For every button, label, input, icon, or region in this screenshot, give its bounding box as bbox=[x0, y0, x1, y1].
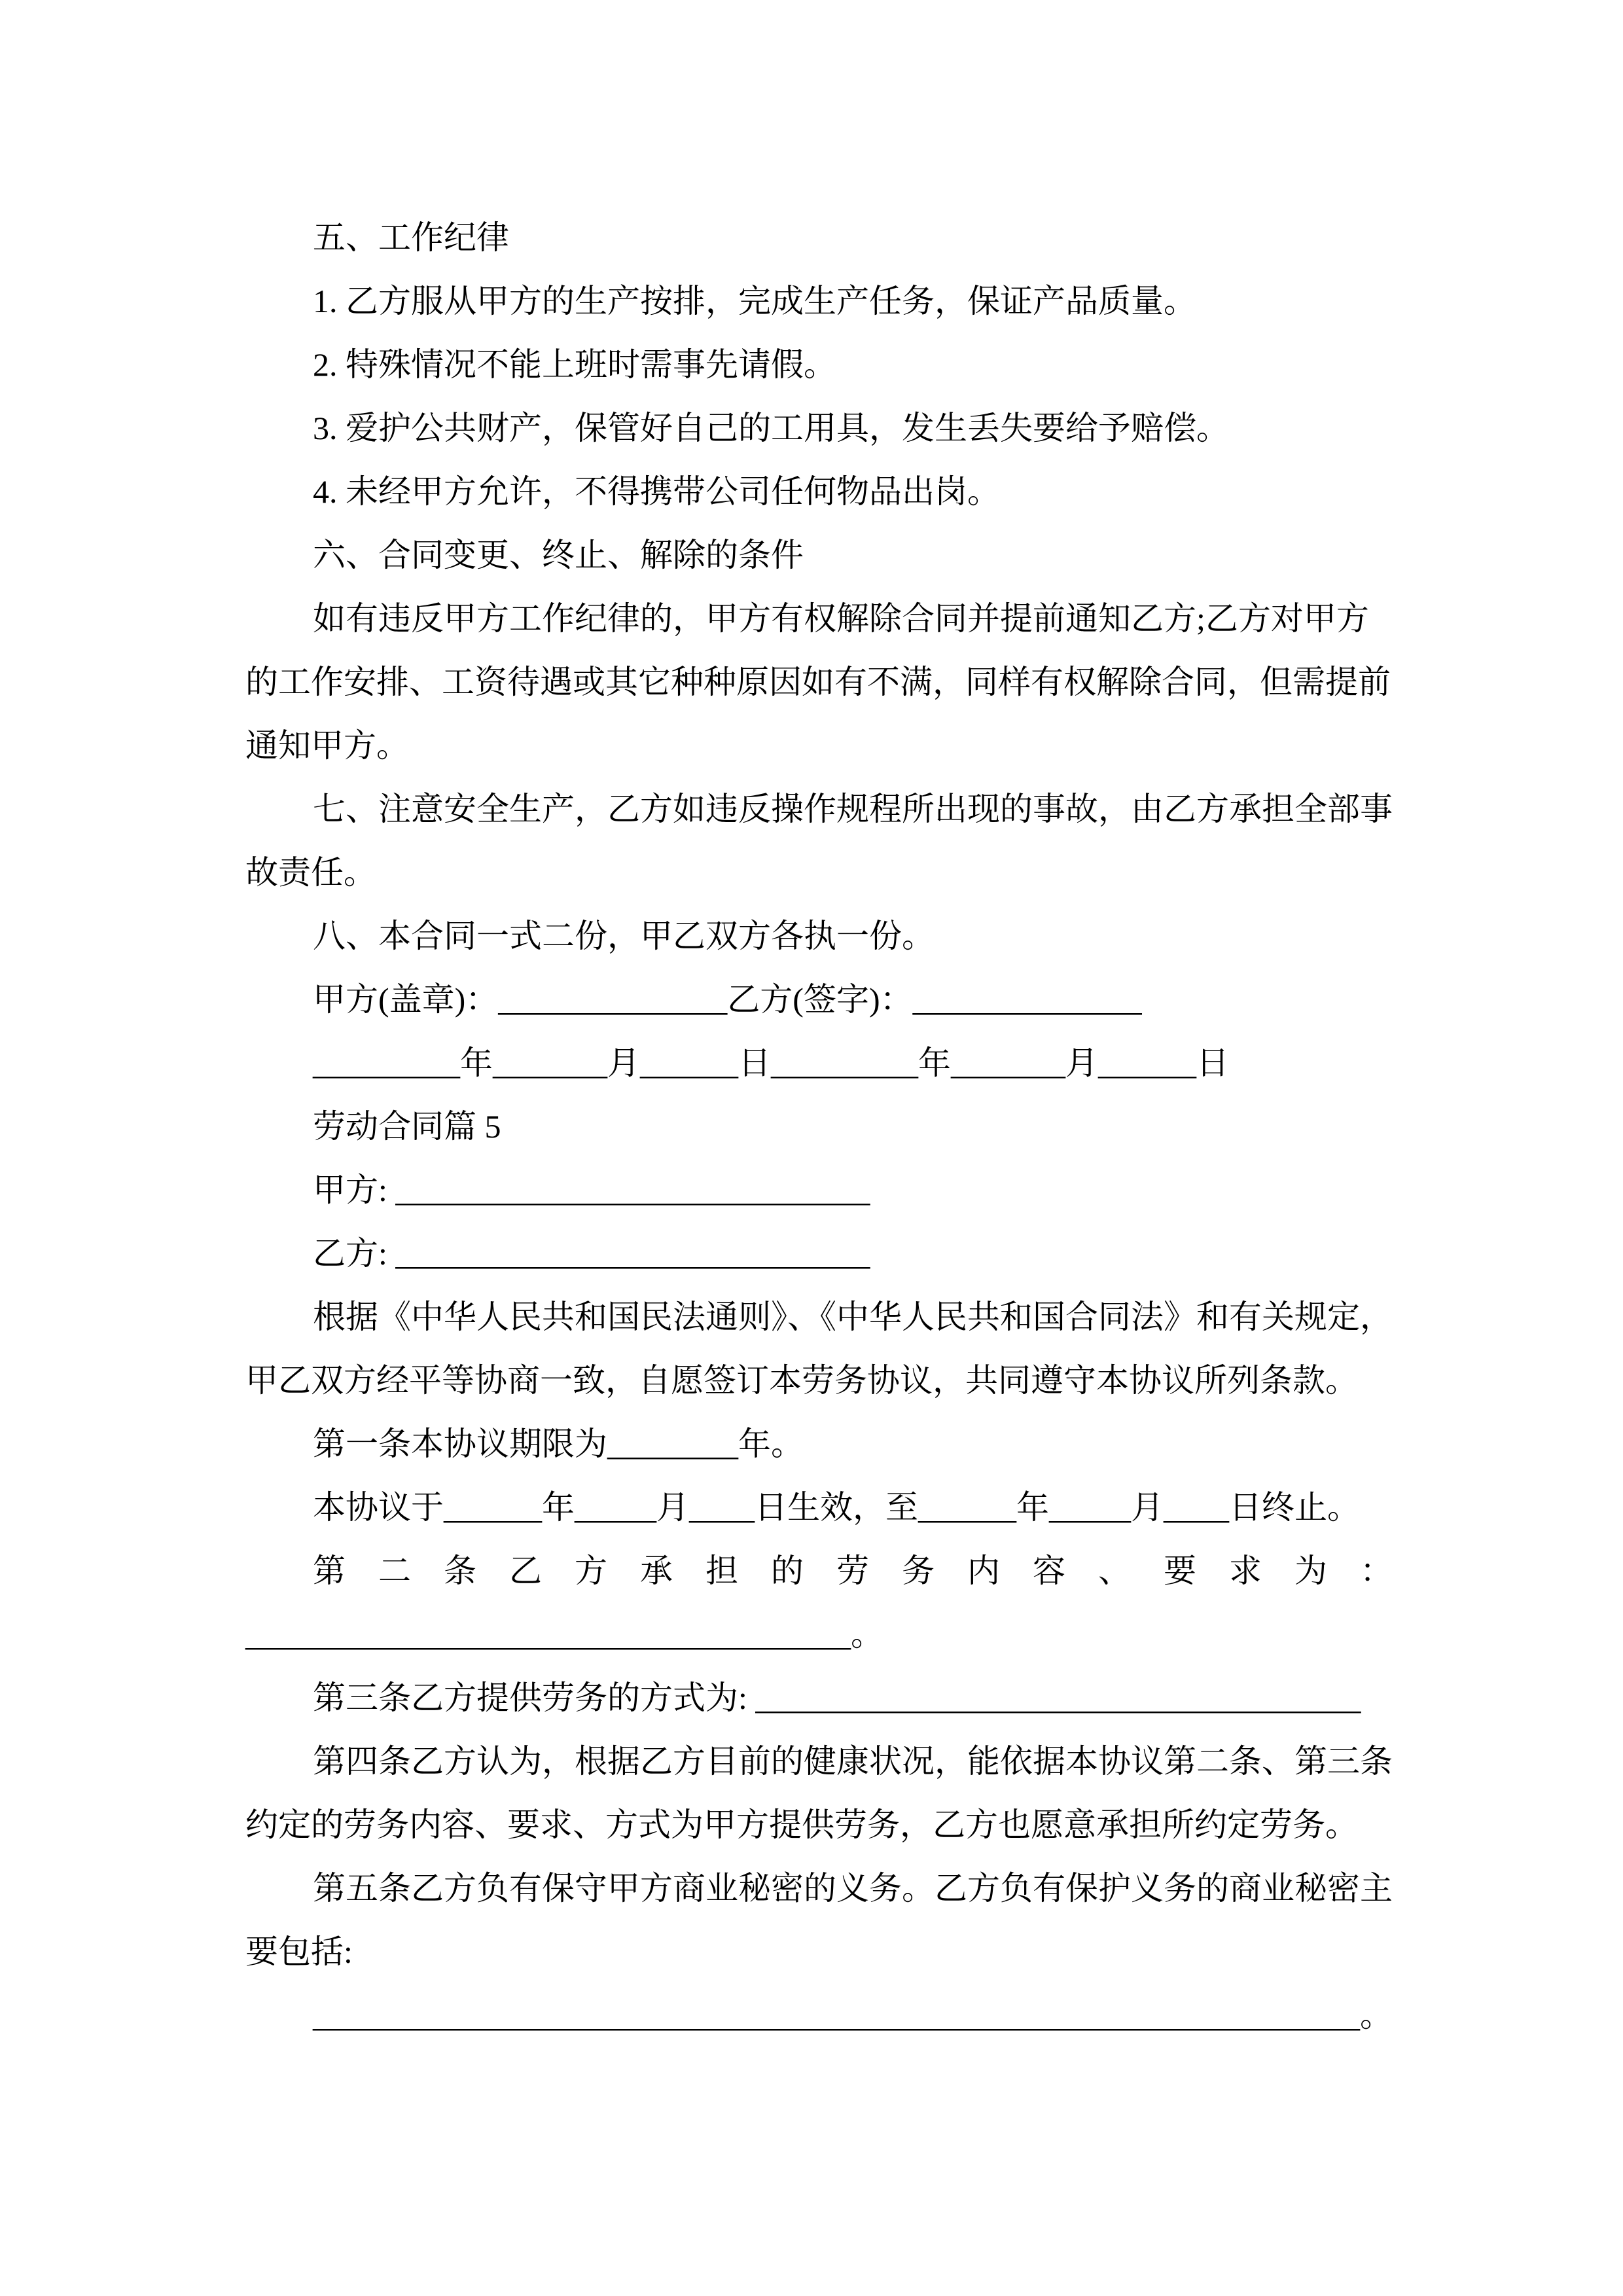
clause-termination-text-2: 的工作安排、工资待遇或其它种种原因如有不满，同样有权解除合同，但需提前 bbox=[245, 664, 1391, 700]
article-2-blank-line: _____________________________________。 bbox=[245, 1616, 883, 1653]
article-5-secrecy-text-1: 第五条乙方负有保守甲方商业秘密的义务。乙方负有保护义务的商业秘密主 bbox=[313, 1870, 1393, 1907]
article-3-service-method: 第三条乙方提供劳务的方式为: _____________________________________ bbox=[313, 1679, 1361, 1716]
signature-party-a-seal-party-b-sign: 甲方(盖章)：______________乙方(签字)：______________ bbox=[313, 981, 1142, 1018]
clause-termination-text-3: 通知甲方。 bbox=[245, 727, 409, 764]
heading-work-discipline: 五、工作纪律 bbox=[313, 219, 509, 256]
article-5-blank-line: ________________________________________________________________。 bbox=[313, 1997, 1393, 2034]
article-4-health-text-2: 约定的劳务内容、要求、方式为甲方提供劳务，乙方也愿意承担所约定劳务。 bbox=[245, 1806, 1358, 1843]
signature-date-fill-line: _________年_______月______日_________年_______月______日 bbox=[313, 1045, 1229, 1081]
clause-safety-text-2: 故责任。 bbox=[245, 854, 376, 891]
clause-duplicate-copies: 八、本合同一式二份，甲乙双方各执一份。 bbox=[313, 918, 935, 954]
clause-discipline-item-3: 3. 爱护公共财产，保管好自己的工用具，发生丢失要给予赔偿。 bbox=[313, 410, 1229, 446]
preamble-legal-basis-2: 甲乙双方经平等协商一致，自愿签订本劳务协议，共同遵守本协议所列条款。 bbox=[245, 1362, 1358, 1399]
subtitle-labor-contract-5: 劳动合同篇 5 bbox=[313, 1108, 501, 1145]
preamble-legal-basis-1: 根据《中华人民共和国民法通则》、《中华人民共和国合同法》和有关规定， bbox=[313, 1299, 1393, 1335]
article-2-service-content: 第二条乙方承担的劳务内容、要求为： bbox=[313, 1552, 1425, 1589]
contract-text-block bbox=[245, 206, 1425, 2047]
clause-discipline-item-4: 4. 未经甲方允许，不得携带公司任何物品出岗。 bbox=[313, 473, 1000, 510]
clause-discipline-item-1: 1. 乙方服从甲方的生产按排，完成生产任务，保证产品质量。 bbox=[313, 283, 1196, 319]
article-4-health-text-1: 第四条乙方认为，根据乙方目前的健康状况，能依据本协议第二条、第三条 bbox=[313, 1743, 1393, 1780]
article-5-secrecy-text-2: 要包括: bbox=[245, 1933, 353, 1970]
party-b-fill-line: 乙方: _____________________________ bbox=[313, 1235, 870, 1272]
party-a-fill-line: 甲方: _____________________________ bbox=[313, 1172, 870, 1208]
clause-termination-text-1: 如有违反甲方工作纪律的，甲方有权解除合同并提前通知乙方;乙方对甲方 bbox=[313, 600, 1369, 637]
clause-safety-text-1: 七、注意安全生产，乙方如违反操作规程所出现的事故，由乙方承担全部事 bbox=[313, 791, 1393, 827]
clause-discipline-item-2: 2. 特殊情况不能上班时需事先请假。 bbox=[313, 346, 836, 383]
heading-contract-change-termination: 六、合同变更、终止、解除的条件 bbox=[313, 537, 804, 573]
article-1-term: 第一条本协议期限为________年。 bbox=[313, 1426, 804, 1462]
article-1-effective-dates: 本协议于______年_____月____日生效，至______年_____月____日终止。 bbox=[313, 1489, 1360, 1526]
